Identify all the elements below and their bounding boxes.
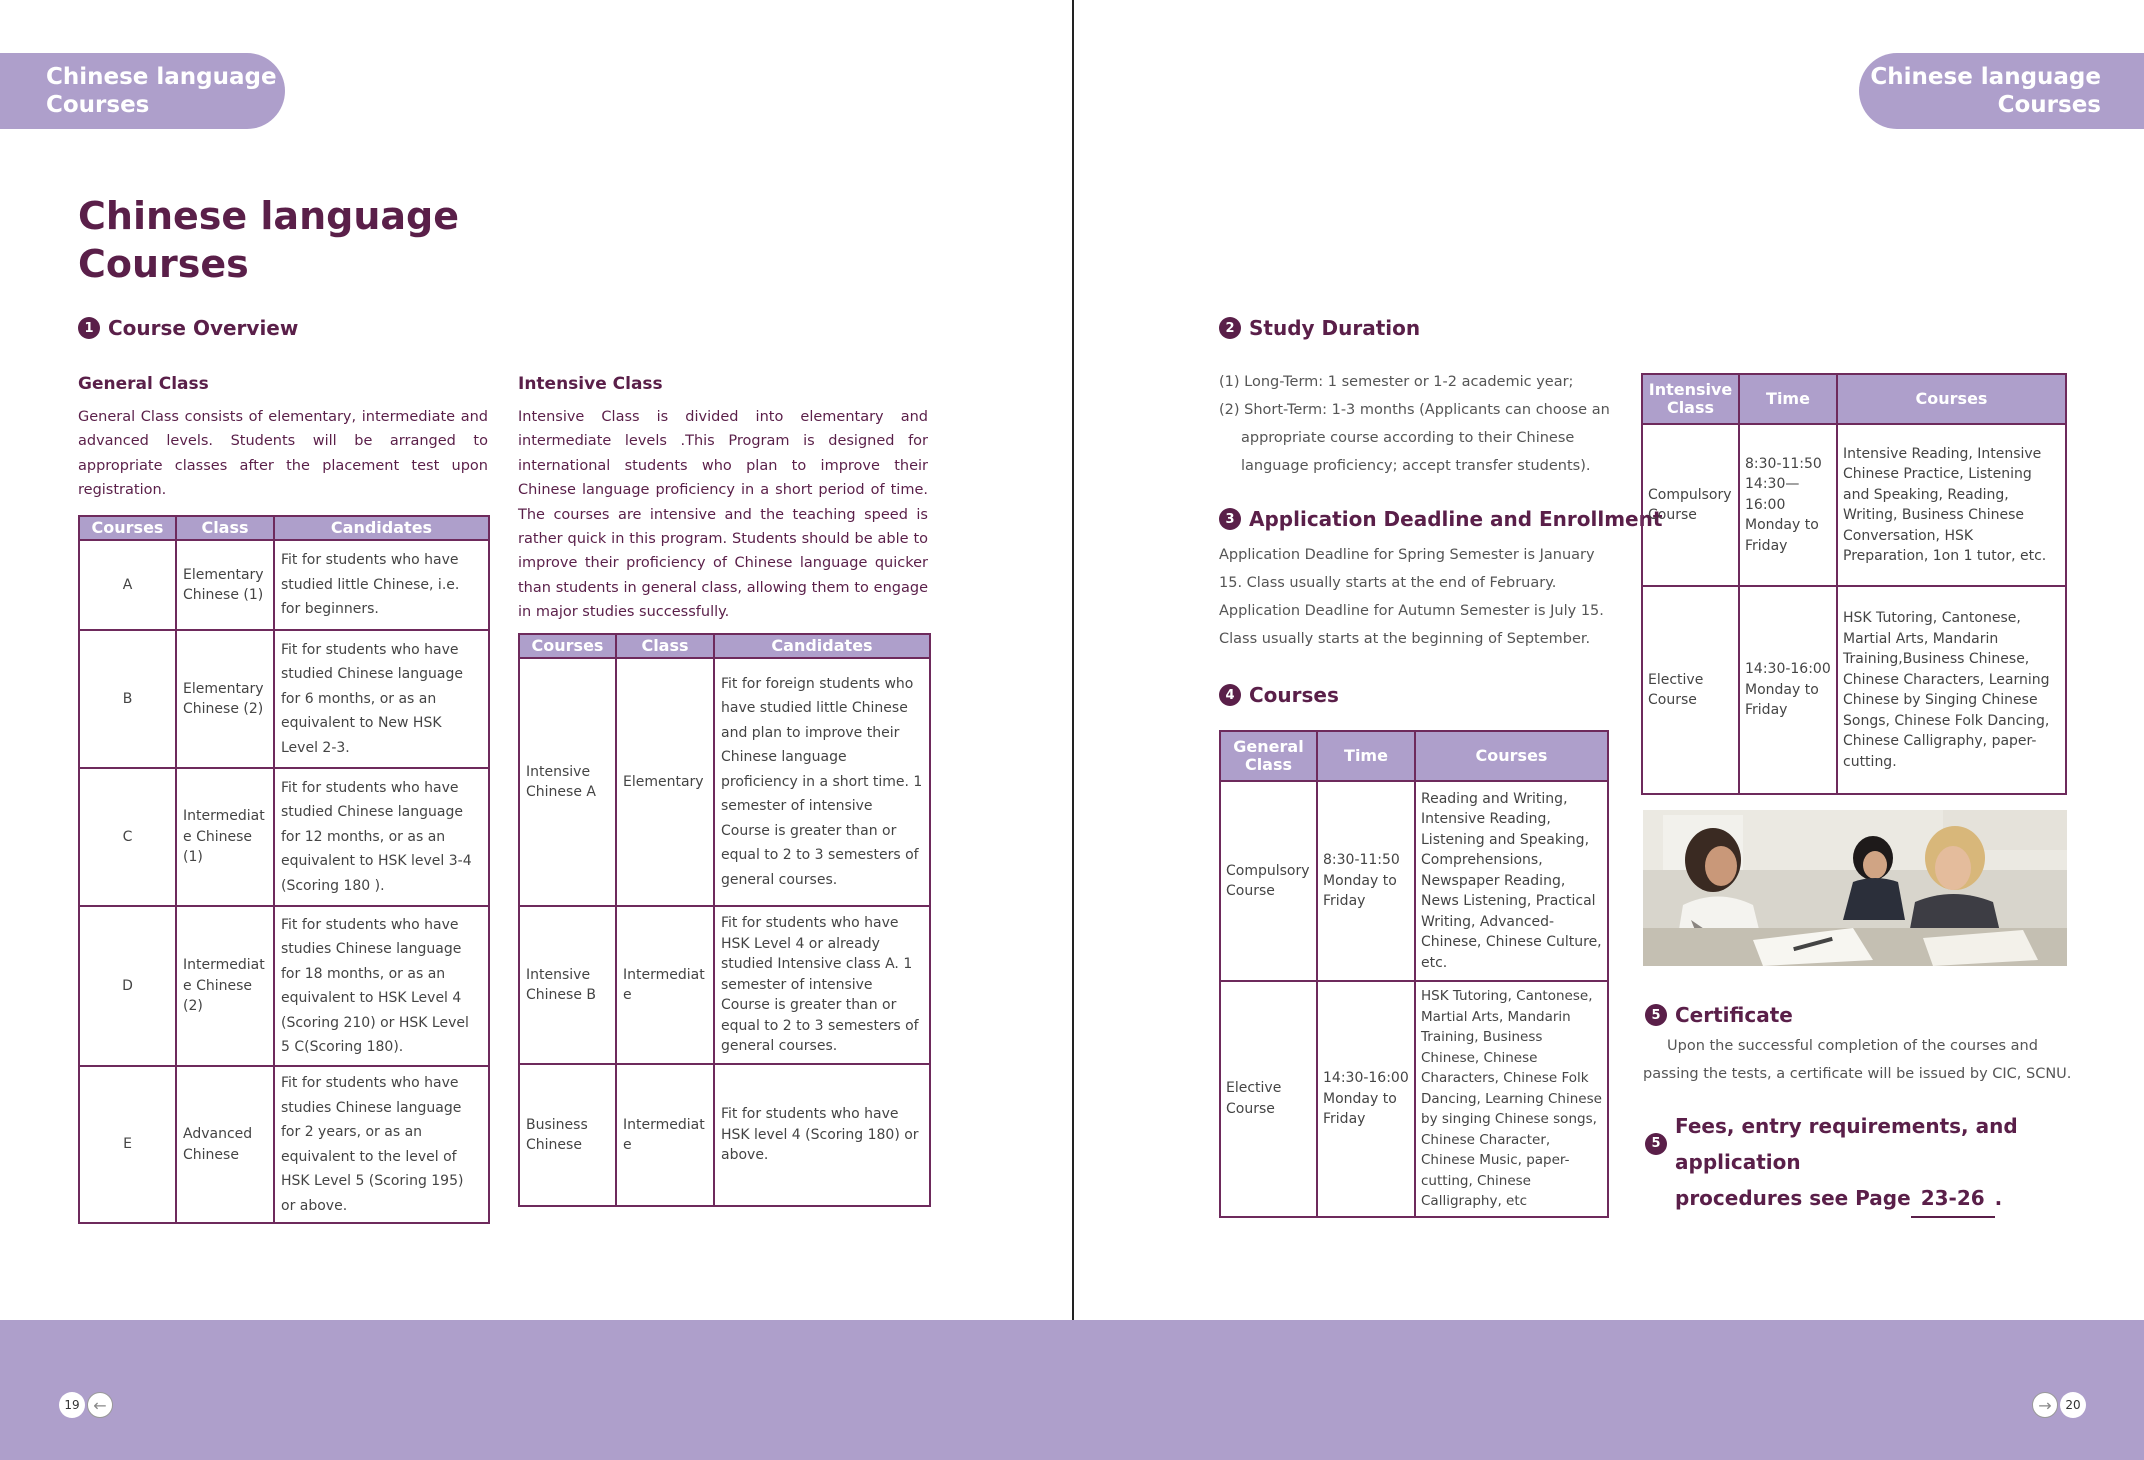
page-number: 19	[59, 1392, 85, 1418]
table-cell-course: A	[79, 540, 176, 630]
table-cell-time: 14:30-16:00 Monday to Friday	[1317, 981, 1415, 1217]
table-cell-course: E	[79, 1066, 176, 1223]
table-header-cell: Time	[1317, 731, 1415, 781]
study-duration-line1: (1) Long-Term: 1 semester or 1-2 academic year;	[1219, 374, 1574, 390]
table-cell-class: Intermediate Chinese (1)	[176, 768, 274, 906]
table-row	[79, 630, 489, 768]
table-row	[519, 658, 930, 906]
table-cell-course: Intensive Chinese B	[519, 906, 616, 1064]
arrow-right-icon[interactable]: →	[2032, 1392, 2058, 1418]
table-cell-class: Elementary Chinese (2)	[176, 630, 274, 768]
table-row	[79, 540, 489, 630]
deadline-autumn-text: Application Deadline for Autumn Semester is July 15. Class usually starts at the beginning of September.	[1219, 603, 1604, 647]
section-heading: Courses	[1249, 683, 1339, 707]
table-header-cell: Candidates	[274, 516, 489, 540]
fees-note-line2: procedures see Page	[1675, 1186, 1911, 1210]
table-header-row	[1642, 374, 2066, 424]
study-duration-line2: (2) Short-Term: 1-3 months (Applicants can choose an appropriate course according to their Chinese language proficiency; accept transfer students).	[1219, 402, 1610, 474]
table-header-cell: Class	[616, 634, 714, 658]
deadline-spring-text: Application Deadline for Spring Semester is January 15. Class usually starts at the end of February.	[1219, 547, 1595, 591]
section-number-badge: 5	[1645, 1004, 1667, 1026]
table-row	[1220, 781, 1608, 981]
section-heading: Study Duration	[1249, 316, 1421, 340]
table-cell-course: B	[79, 630, 176, 768]
left-page-nav	[59, 1392, 113, 1418]
intensive-class-table	[518, 633, 931, 1207]
table-cell-candidates: Fit for foreign students who have studied little Chinese and plan to improve their Chinese language proficiency in a short time. 1 semester of intensive Course is greater than or equal to 2 to 3 semesters of general courses.	[714, 658, 930, 906]
table-cell-courses: HSK Tutoring, Cantonese, Martial Arts, Mandarin Training,Business Chinese, Chinese Characters, Learning Chinese by Singing Chinese Songs, Chinese Folk Dancing, Chinese Calligraphy, paper-cutting.	[1837, 586, 2066, 794]
table-cell-type: Compulsory Course	[1642, 424, 1739, 586]
table-cell-candidates: Fit for students who have studied Chinese language for 6 months, or as an equivalent to New HSK Level 2-3.	[274, 630, 489, 768]
fees-note-suffix: .	[1994, 1186, 2003, 1210]
page-divider	[1072, 0, 1074, 1460]
students-studying-photo	[1643, 810, 2067, 966]
table-cell-candidates: Fit for students who have studied Chinese language for 12 months, or as an equivalent to HSK level 3-4 (Scoring 180 ).	[274, 768, 489, 906]
table-cell-course: C	[79, 768, 176, 906]
header-tab-right	[1859, 53, 2144, 129]
table-cell-candidates: Fit for students who have studies Chinese language for 18 months, or as an equivalent to HSK Level 4 (Scoring 210) or HSK Level 5 C(Scoring 180).	[274, 906, 489, 1066]
header-tab-right-line2: Courses	[1997, 92, 2101, 118]
table-row	[1220, 981, 1608, 1217]
table-header-row	[1220, 731, 1608, 781]
header-tab-right-line1: Chinese language	[1870, 64, 2101, 90]
general-class-table	[78, 515, 490, 1224]
general-class-heading: General Class	[78, 374, 209, 394]
table-header-row	[519, 634, 930, 658]
table-cell-class: Intermediate Chinese (2)	[176, 906, 274, 1066]
table-header-cell: Courses	[519, 634, 616, 658]
section-number-badge: 5	[1645, 1133, 1667, 1155]
table-cell-candidates: Fit for students who have studied little Chinese, i.e. for beginners.	[274, 540, 489, 630]
table-cell-courses: Reading and Writing, Intensive Reading, Listening and Speaking, Comprehensions, Newspaper Reading, News Listening, Practical Writing, Advanced-Chinese, Chinese Culture, etc.	[1415, 781, 1608, 981]
table-cell-class: Intermediate	[616, 1064, 714, 1206]
table-row	[1642, 424, 2066, 586]
fees-page-reference: 23-26	[1911, 1180, 1995, 1218]
table-cell-time: 8:30-11:50 14:30—16:00 Monday to Friday	[1739, 424, 1837, 586]
table-cell-class: Elementary Chinese (1)	[176, 540, 274, 630]
table-header-cell: Courses	[1837, 374, 2066, 424]
fees-note-line1: Fees, entry requirements, and application	[1675, 1114, 2018, 1174]
arrow-left-icon[interactable]: ←	[87, 1392, 113, 1418]
section-number-badge: 2	[1219, 317, 1241, 339]
table-header-row	[79, 516, 489, 540]
section-application-deadline	[1219, 507, 1662, 531]
footer-band	[0, 1320, 2144, 1460]
header-tab-left	[0, 53, 285, 129]
table-cell-candidates: Fit for students who have HSK level 4 (Scoring 180) or above.	[714, 1064, 930, 1206]
table-cell-class: Advanced Chinese	[176, 1066, 274, 1223]
table-cell-type: Compulsory Course	[1220, 781, 1317, 981]
table-header-cell: Time	[1739, 374, 1837, 424]
general-class-text: General Class consists of elementary, intermediate and advanced levels. Students will be arranged to appropriate classes after the placement test upon registration.	[78, 409, 488, 499]
table-cell-class: Elementary	[616, 658, 714, 906]
table-row	[79, 768, 489, 906]
intensive-class-text: Intensive Class is divided into elementary and intermediate levels .This Program is designed for international students who plan to improve their Chinese language proficiency in a short period of time. The courses are intensive and the teaching speed is rather quick in this program. Students should be able to improve their proficiency of Chinese language quicker than students in general class, allowing them to engage in major studies successfully.	[518, 409, 928, 621]
certificate-text: Upon the successful completion of the courses and passing the tests, a certificate will be issued by CIC, SCNU.	[1643, 1038, 2072, 1082]
table-header-cell: Class	[176, 516, 274, 540]
page-number: 20	[2060, 1392, 2086, 1418]
header-tab-left-line2: Courses	[46, 92, 150, 118]
table-cell-candidates: Fit for students who have studies Chinese language for 2 years, or as an equivalent to the level of HSK Level 5 (Scoring 195) or above.	[274, 1066, 489, 1223]
section-number-badge: 3	[1219, 508, 1241, 530]
students-photo-illustration	[1643, 810, 2067, 966]
intensive-courses-table	[1641, 373, 2067, 795]
section-heading: Certificate	[1675, 1003, 1793, 1027]
table-cell-class: Intermediate	[616, 906, 714, 1064]
right-page-nav	[2032, 1392, 2086, 1418]
table-cell-type: Elective Course	[1220, 981, 1317, 1217]
table-cell-time: 8:30-11:50 Monday to Friday	[1317, 781, 1415, 981]
table-cell-course: Intensive Chinese A	[519, 658, 616, 906]
section-heading: Application Deadline and Enrollment	[1249, 507, 1663, 531]
table-header-cell: Courses	[79, 516, 176, 540]
section-course-overview	[78, 316, 298, 340]
page-title: Chinese language Courses	[78, 194, 460, 286]
table-row	[79, 1066, 489, 1223]
table-cell-time: 14:30-16:00 Monday to Friday	[1739, 586, 1837, 794]
table-header-cell: Intensive Class	[1642, 374, 1739, 424]
table-row	[1642, 586, 2066, 794]
header-tab-left-line1: Chinese language	[46, 64, 277, 90]
section-number-badge: 4	[1219, 684, 1241, 706]
section-courses	[1219, 683, 1339, 707]
table-row	[519, 906, 930, 1064]
section-number-badge: 1	[78, 317, 100, 339]
fees-note	[1649, 1108, 2144, 1218]
table-cell-course: D	[79, 906, 176, 1066]
table-cell-candidates: Fit for students who have HSK Level 4 or already studied Intensive class A. 1 semester of intensive Course is greater than or equal to 2 to 3 semesters of general courses.	[714, 906, 930, 1064]
section-certificate	[1645, 1003, 1793, 1027]
section-study-duration	[1219, 316, 1420, 340]
table-cell-course: Business Chinese	[519, 1064, 616, 1206]
intensive-class-heading: Intensive Class	[518, 374, 663, 394]
general-courses-table	[1219, 730, 1609, 1218]
table-header-cell: Courses	[1415, 731, 1608, 781]
section-heading: Course Overview	[108, 316, 299, 340]
table-cell-type: Elective Course	[1642, 586, 1739, 794]
table-cell-courses: HSK Tutoring, Cantonese, Martial Arts, Mandarin Training, Business Chinese, Chinese Characters, Chinese Folk Dancing, Learning Chinese by singing Chinese songs, Chinese Character, Chinese Music, paper-cutting, Chinese Calligraphy, etc	[1415, 981, 1608, 1217]
table-header-cell: General Class	[1220, 731, 1317, 781]
table-header-cell: Candidates	[714, 634, 930, 658]
table-row	[79, 906, 489, 1066]
table-cell-courses: Intensive Reading, Intensive Chinese Practice, Listening and Speaking, Reading, Writing, Business Chinese Conversation, HSK Preparation, 1on 1 tutor, etc.	[1837, 424, 2066, 586]
table-row	[519, 1064, 930, 1206]
